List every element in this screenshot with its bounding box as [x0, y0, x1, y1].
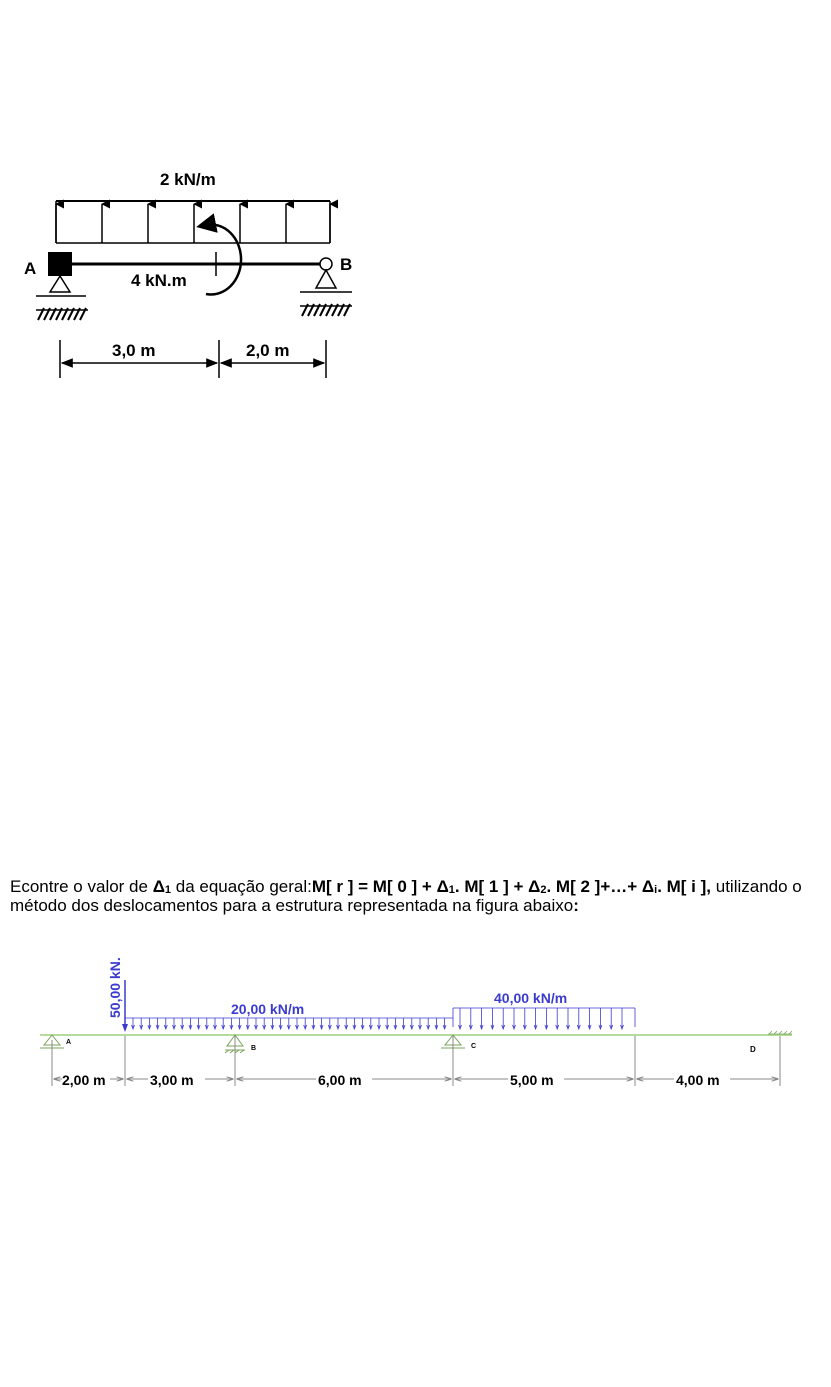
label-node-c-2: C: [471, 1043, 477, 1050]
fixed-node-a: [48, 252, 72, 276]
support-a: [36, 276, 88, 320]
beam-diagram-2: [0, 940, 831, 1100]
dim-label-5: 4,00 m: [676, 1072, 720, 1088]
question-suffix: utilizando o método dos deslocamentos para a estrutura representada na figura abaixo: [10, 877, 802, 915]
point-load-label: 50,00 kN.: [107, 957, 123, 1018]
dim-label-3: 6,00 m: [318, 1072, 362, 1088]
distributed-load-upward: [56, 201, 330, 243]
delta-symbol: Δ: [152, 877, 165, 896]
dim-label-1: 2,00 m: [62, 1072, 106, 1088]
question-text: [10, 877, 810, 915]
equation-sub-b: 2: [540, 884, 547, 896]
load-label: 2 kN/m: [160, 170, 216, 189]
dist-load-label-2: 40,00 kN/m: [494, 990, 568, 1006]
equation-part-b: . M[ 1 ] + Δ: [454, 877, 541, 896]
question-prefix: Econtre o valor de: [10, 877, 153, 896]
moment-label: 4 kN.m: [131, 271, 187, 290]
span-label-2: 2,0 m: [246, 341, 290, 360]
question-colon: :: [573, 896, 579, 915]
equation-sub-c: i: [654, 884, 658, 896]
label-node-b: B: [340, 255, 353, 274]
label-node-a: A: [24, 259, 37, 278]
equation-sub-a: 1: [448, 884, 455, 896]
equation-part-c: . M[ 2 ]+…+ Δ: [546, 877, 655, 896]
equation-part-a: M[ r ] = M[ 0 ] + Δ: [311, 877, 449, 896]
beam-diagram-1: [0, 0, 831, 420]
label-node-a-2: A: [66, 1039, 72, 1046]
dim-label-4: 5,00 m: [510, 1072, 554, 1088]
question-mid: da equação geral:: [171, 877, 312, 896]
dist-load-label-1: 20,00 kN/m: [231, 1001, 305, 1017]
label-node-b-2: B: [251, 1045, 257, 1052]
distributed-load-40: [453, 1008, 635, 1029]
span-label-1: 3,0 m: [112, 341, 156, 360]
delta-subscript: 1: [164, 884, 172, 896]
equation-part-d: . M[ i ],: [657, 877, 712, 896]
moment-arrow: [206, 225, 241, 295]
dim-label-2: 3,00 m: [150, 1072, 194, 1088]
fixed-support-d: [768, 1031, 792, 1034]
label-node-d-2: D: [750, 1045, 756, 1054]
